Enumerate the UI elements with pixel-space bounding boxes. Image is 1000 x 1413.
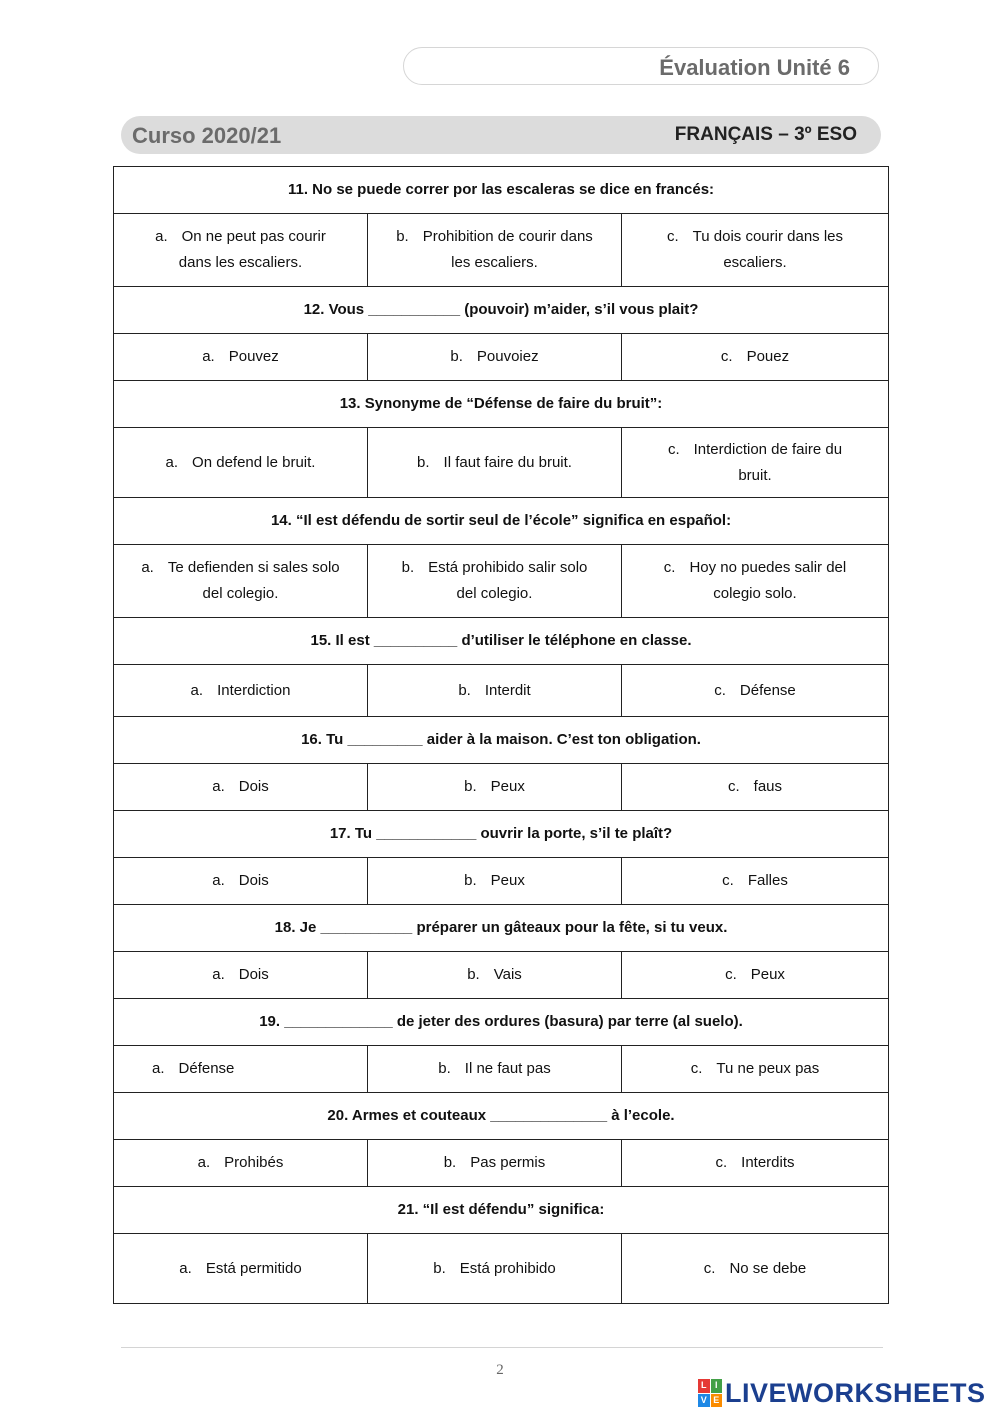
option-text: faus xyxy=(753,778,783,795)
question-prompt: 13. Synonyme de “Défense de faire du bruit”: xyxy=(114,381,889,428)
answer-option-b[interactable] xyxy=(368,952,622,999)
question-row xyxy=(114,1187,889,1234)
option-text: Interdiction de faire du xyxy=(693,440,843,458)
option-text: Tu ne peux pas xyxy=(716,1060,820,1077)
course-band xyxy=(121,116,881,154)
option-letter: a. xyxy=(197,1154,211,1171)
question-prompt: 14. “Il est défendu de sortir seul de l’école” significa en español: xyxy=(114,498,889,545)
option-letter: a. xyxy=(212,778,225,795)
option-letter: c. xyxy=(666,228,679,245)
subject-label: FRANÇAIS – 3º ESO xyxy=(674,124,857,145)
option-letter: b. xyxy=(417,453,430,471)
answer-option-b[interactable] xyxy=(368,858,622,905)
footer-divider xyxy=(121,1347,883,1348)
question-row xyxy=(114,1093,889,1140)
option-letter: c. xyxy=(714,681,726,699)
answer-option-a[interactable] xyxy=(114,858,368,905)
options-row xyxy=(114,545,889,618)
options-row xyxy=(114,1046,889,1093)
answer-option-b[interactable] xyxy=(368,665,622,717)
quiz-table xyxy=(113,166,889,1304)
option-letter: a. xyxy=(155,228,168,245)
answer-option-a[interactable] xyxy=(114,334,368,381)
title-box xyxy=(403,47,879,85)
answer-option-a[interactable] xyxy=(114,1234,368,1304)
option-text: Pouez xyxy=(746,348,790,365)
option-text: Interdiction xyxy=(217,681,291,699)
option-letter: c. xyxy=(725,966,737,983)
option-letter: c. xyxy=(722,872,734,889)
answer-option-c[interactable] xyxy=(622,428,889,498)
option-text: Está prohibido xyxy=(459,1259,556,1277)
options-row xyxy=(114,214,889,287)
question-prompt: 16. Tu _________ aider à la maison. C’est ton obligation. xyxy=(114,717,889,764)
answer-option-c[interactable] xyxy=(622,1046,889,1093)
options-row xyxy=(114,764,889,811)
answer-option-c[interactable] xyxy=(622,858,889,905)
option-letter: c. xyxy=(720,348,733,365)
answer-option-c[interactable] xyxy=(622,214,889,287)
answer-option-c[interactable] xyxy=(622,764,889,811)
page-number: 2 xyxy=(496,1362,504,1378)
answer-option-c[interactable] xyxy=(622,334,889,381)
answer-option-b[interactable] xyxy=(368,1140,622,1187)
option-text: Peux xyxy=(490,778,525,795)
option-letter: b. xyxy=(450,348,463,365)
option-text: Interdit xyxy=(484,681,531,699)
answer-option-a[interactable] xyxy=(114,214,368,287)
answer-option-a[interactable] xyxy=(114,764,368,811)
option-letter: a. xyxy=(141,559,154,576)
option-letter: a. xyxy=(179,1259,192,1277)
answer-option-b[interactable] xyxy=(368,1234,622,1304)
option-text: On defend le bruit. xyxy=(192,453,316,471)
option-text: Vais xyxy=(493,966,522,983)
option-text-continued: colegio solo. xyxy=(713,585,797,602)
question-prompt: 19. _____________ de jeter des ordures (basura) par terre (al suelo). xyxy=(114,999,889,1046)
option-letter: c. xyxy=(703,1259,716,1277)
option-text: Te defienden si sales solo xyxy=(167,559,340,576)
option-letter: a. xyxy=(152,1060,165,1077)
option-text-continued: del colegio. xyxy=(202,585,279,602)
answer-option-a[interactable] xyxy=(114,1046,368,1093)
option-letter: b. xyxy=(433,1259,446,1277)
option-text: Peux xyxy=(490,872,525,889)
option-letter: b. xyxy=(401,559,415,576)
answer-option-c[interactable] xyxy=(622,545,889,618)
question-row xyxy=(114,618,889,665)
answer-option-b[interactable] xyxy=(368,214,622,287)
answer-option-c[interactable] xyxy=(622,1234,889,1304)
question-prompt: 12. Vous ___________ (pouvoir) m’aider, s’il vous plait? xyxy=(114,287,889,334)
options-row xyxy=(114,858,889,905)
option-text: Prohibition de courir dans xyxy=(422,228,593,245)
option-letter: c. xyxy=(715,1154,728,1171)
options-row xyxy=(114,1140,889,1187)
logo-letter: E xyxy=(711,1394,723,1408)
option-letter: b. xyxy=(458,681,471,699)
answer-option-b[interactable] xyxy=(368,1046,622,1093)
answer-option-b[interactable] xyxy=(368,428,622,498)
question-prompt: 20. Armes et couteaux ______________ à l’ecole. xyxy=(114,1093,889,1140)
option-text: No se debe xyxy=(729,1259,807,1277)
option-text-continued: dans les escaliers. xyxy=(178,254,303,271)
question-prompt: 17. Tu ____________ ouvrir la porte, s’il te plaît? xyxy=(114,811,889,858)
option-text-continued: escaliers. xyxy=(723,254,787,271)
option-letter: a. xyxy=(212,872,225,889)
question-row xyxy=(114,811,889,858)
answer-option-a[interactable] xyxy=(114,665,368,717)
brand-name: LIVEWORKSHEETS xyxy=(725,1377,986,1408)
option-text: Dois xyxy=(238,966,269,983)
option-letter: b. xyxy=(464,778,477,795)
answer-option-a[interactable] xyxy=(114,545,368,618)
option-text: Está permitido xyxy=(205,1259,302,1277)
option-text: Falles xyxy=(747,872,788,889)
option-letter: b. xyxy=(467,966,480,983)
option-text: Interdits xyxy=(741,1154,795,1171)
liveworksheets-brand xyxy=(698,1376,986,1410)
option-letter: a. xyxy=(190,681,204,699)
option-text: Défense xyxy=(739,681,796,699)
answer-option-c[interactable] xyxy=(622,952,889,999)
option-text: Tu dois courir dans les xyxy=(692,228,844,245)
question-row xyxy=(114,381,889,428)
answer-option-a[interactable] xyxy=(114,952,368,999)
answer-option-c[interactable] xyxy=(622,665,889,717)
question-row xyxy=(114,999,889,1046)
question-row xyxy=(114,287,889,334)
answer-option-a[interactable] xyxy=(114,428,368,498)
option-text: Hoy no puedes salir del xyxy=(689,559,847,576)
question-row xyxy=(114,905,889,952)
options-row xyxy=(114,428,889,498)
option-text: Pas permis xyxy=(470,1154,546,1171)
question-row xyxy=(114,717,889,764)
option-text: Peux xyxy=(750,966,785,983)
option-letter: a. xyxy=(212,966,225,983)
question-prompt: 21. “Il est défendu” significa: xyxy=(114,1187,889,1234)
logo-letter: L xyxy=(698,1379,710,1393)
option-letter: c. xyxy=(667,440,680,458)
option-letter: c. xyxy=(690,1060,703,1077)
liveworksheets-logo-icon xyxy=(698,1379,722,1407)
question-prompt: 18. Je ___________ préparer un gâteaux pour la fête, si tu veux. xyxy=(114,905,889,952)
option-text-continued: bruit. xyxy=(738,466,772,484)
question-prompt: 15. Il est __________ d’utiliser le téléphone en classe. xyxy=(114,618,889,665)
options-row xyxy=(114,665,889,717)
question-row xyxy=(114,498,889,545)
answer-option-c[interactable] xyxy=(622,1140,889,1187)
option-text: Pouvez xyxy=(228,348,279,365)
answer-option-b[interactable] xyxy=(368,545,622,618)
options-row xyxy=(114,1234,889,1304)
option-letter: b. xyxy=(464,872,477,889)
option-letter: c. xyxy=(727,778,740,795)
logo-letter: V xyxy=(698,1394,710,1408)
option-letter: b. xyxy=(443,1154,457,1171)
options-row xyxy=(114,952,889,999)
option-letter: b. xyxy=(438,1060,451,1077)
course-label: Curso 2020/21 xyxy=(132,123,282,148)
options-row xyxy=(114,334,889,381)
option-text-continued: les escaliers. xyxy=(451,254,538,271)
answer-option-a[interactable] xyxy=(114,1140,368,1187)
option-text: Dois xyxy=(238,778,269,795)
answer-option-b[interactable] xyxy=(368,764,622,811)
option-text: Dois xyxy=(238,872,269,889)
question-row xyxy=(114,167,889,214)
logo-letter: I xyxy=(711,1379,723,1393)
option-text: Défense xyxy=(178,1060,235,1077)
option-text: Il faut faire du bruit. xyxy=(443,453,572,471)
option-text-continued: del colegio. xyxy=(456,585,533,602)
option-letter: c. xyxy=(663,559,676,576)
option-text: Prohibés xyxy=(224,1154,284,1171)
page-title: Évaluation Unité 6 xyxy=(659,55,850,80)
option-text: Il ne faut pas xyxy=(464,1060,551,1077)
option-letter: b. xyxy=(396,228,409,245)
question-prompt: 11. No se puede correr por las escaleras se dice en francés: xyxy=(114,167,889,214)
option-text: On ne peut pas courir xyxy=(181,228,326,245)
option-text: Pouvoiez xyxy=(476,348,539,365)
option-letter: a. xyxy=(165,453,179,471)
answer-option-b[interactable] xyxy=(368,334,622,381)
option-letter: a. xyxy=(202,348,215,365)
option-text: Está prohibido salir solo xyxy=(428,559,588,576)
